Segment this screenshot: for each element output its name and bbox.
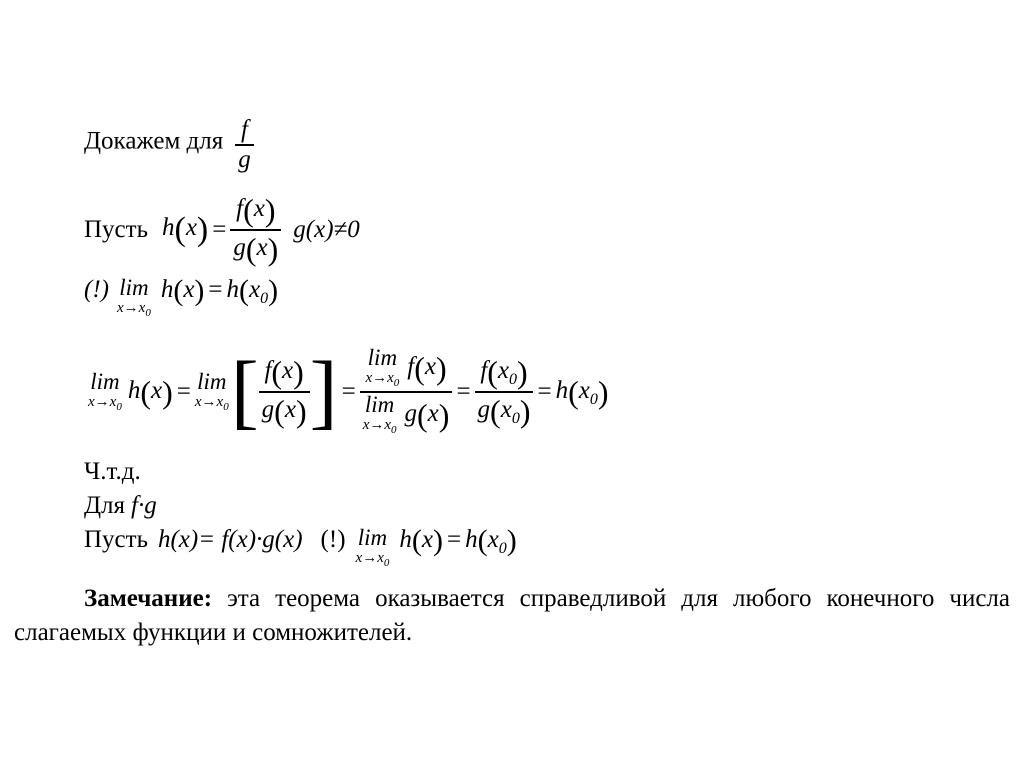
paren-left: ( xyxy=(174,210,186,248)
frac-numerator xyxy=(261,354,306,391)
frac-denominator: g xyxy=(238,145,251,173)
product-definition: h(x)= f(x)·g(x) xyxy=(157,526,303,553)
paren-right: ) xyxy=(196,210,209,248)
paren-right: ) xyxy=(517,354,528,391)
paren-right: ) xyxy=(295,392,307,429)
paren-left: ( xyxy=(414,350,425,387)
paren-left: ( xyxy=(274,392,285,429)
frac-numerator: f xyxy=(241,116,248,143)
prove-for-text: Докажем для xyxy=(84,127,224,155)
paren-left: ( xyxy=(490,392,501,429)
x-symbol: x xyxy=(427,399,439,427)
x-symbol: x xyxy=(497,357,510,385)
lim-subscript xyxy=(365,370,399,391)
h-symbol: h xyxy=(465,526,478,553)
frac-denominator xyxy=(230,231,281,268)
remark-label: Замечание: xyxy=(84,585,213,612)
qed-text: Ч.т.д. xyxy=(84,458,141,485)
h-of-x xyxy=(161,210,209,248)
paren-right: ) xyxy=(519,392,531,429)
zero-subscript: 0 xyxy=(509,371,518,389)
lim-subscript xyxy=(195,394,229,415)
zero-subscript: 0 xyxy=(391,423,397,436)
lim-under-text: x→x xyxy=(194,393,224,410)
paren-left: ( xyxy=(243,192,254,228)
f-symbol: f xyxy=(264,357,272,385)
equals-sign: = xyxy=(341,378,356,405)
f-of-x xyxy=(407,350,446,387)
product-expr: f·g xyxy=(131,492,157,519)
zero-subscript: 0 xyxy=(383,557,390,569)
h-of-x0 xyxy=(226,274,279,308)
h-of-x xyxy=(128,374,173,411)
equals-sign: = xyxy=(208,276,223,303)
x-symbol: x xyxy=(421,526,433,553)
frac-denominator xyxy=(475,393,534,430)
paren-left: ( xyxy=(487,354,498,391)
x-symbol: x xyxy=(284,395,296,423)
zero-subscript: 0 xyxy=(511,409,520,427)
limit-operator xyxy=(117,276,151,321)
lim-word: lim xyxy=(90,368,120,394)
paren-left: ( xyxy=(271,354,283,391)
exclamation-mark: (!) xyxy=(84,276,109,303)
remark-text: эта теорема оказывается справедливой для любого конечного числа слагаемых функции и сомножителей. xyxy=(14,585,1010,646)
x-symbol: x xyxy=(185,214,197,242)
condition-gx-nonzero: g(x)≠0 xyxy=(293,215,360,243)
zero-subscript: 0 xyxy=(589,390,598,408)
paren-right: ) xyxy=(267,230,279,267)
x-symbol: x xyxy=(500,395,512,423)
g-symbol: g xyxy=(477,395,491,423)
paren-right: ) xyxy=(268,274,279,308)
x-symbol: x xyxy=(282,357,294,385)
zero-subscript: 0 xyxy=(145,307,151,319)
paren-left: ( xyxy=(140,373,151,410)
lim-under-text: x→x xyxy=(116,300,146,316)
h-symbol: h xyxy=(161,214,175,242)
fraction-f-over-g xyxy=(235,116,254,174)
h-of-x0 xyxy=(556,374,609,411)
lim-word: lim xyxy=(119,275,149,300)
let-text: Пусть xyxy=(84,215,148,243)
lim-subscript xyxy=(356,550,390,571)
line-let-product xyxy=(84,526,517,571)
lim-subscript xyxy=(363,417,397,438)
frac-numerator xyxy=(233,192,278,229)
x-symbol: x xyxy=(578,376,590,404)
lim-under-text: x→x xyxy=(355,550,384,566)
f-symbol: f xyxy=(480,357,488,385)
zero-subscript: 0 xyxy=(393,377,400,390)
exclamation-mark: (!) xyxy=(320,526,346,553)
paren-right: ) xyxy=(597,373,609,410)
remark-paragraph xyxy=(14,582,1010,650)
fraction-fx0-over-gx0 xyxy=(475,354,534,430)
equals-sign: = xyxy=(212,215,227,243)
line-derivation xyxy=(88,342,609,442)
h-of-x0 xyxy=(465,524,517,558)
g-symbol: g xyxy=(233,233,246,261)
h-of-x xyxy=(160,274,205,308)
paren-right: ) xyxy=(506,524,517,558)
line-let-h xyxy=(84,192,360,268)
limit-operator xyxy=(195,370,229,415)
limit-operator xyxy=(363,393,397,438)
x-symbol: x xyxy=(487,526,499,553)
lim-subscript xyxy=(88,394,122,415)
let-text: Пусть xyxy=(84,526,148,553)
x-symbol: x xyxy=(256,233,268,261)
lim-under-text: x→x xyxy=(365,370,394,387)
equals-sign: = xyxy=(176,378,191,405)
limit-operator xyxy=(88,370,122,415)
line-prove-quotient xyxy=(84,116,254,174)
paren-right: ) xyxy=(162,373,173,410)
x-symbol: x xyxy=(253,195,265,223)
line-assumption-h xyxy=(84,276,278,321)
x-symbol: x xyxy=(424,353,436,381)
fraction-fx-over-gx xyxy=(259,354,310,430)
x-symbol: x xyxy=(183,276,195,303)
paren-left: ( xyxy=(568,373,579,410)
paren-left: ( xyxy=(417,396,428,433)
zero-subscript: 0 xyxy=(116,400,122,413)
h-symbol: h xyxy=(226,276,240,303)
paren-left: ( xyxy=(239,274,250,308)
g-symbol: g xyxy=(404,399,418,427)
paren-right: ) xyxy=(293,354,304,391)
lim-under-text: x→x xyxy=(88,393,117,410)
bracket-right: ] xyxy=(309,345,338,438)
frac-numerator xyxy=(362,346,449,391)
lim-word: lim xyxy=(197,368,227,394)
h-of-x xyxy=(399,524,443,558)
frac-numerator xyxy=(477,354,530,391)
f-symbol: f xyxy=(236,195,244,223)
line-for-product xyxy=(84,492,157,520)
zero-subscript: 0 xyxy=(498,540,507,557)
f-symbol: f xyxy=(407,353,415,381)
h-symbol: h xyxy=(127,376,141,404)
paren-left: ( xyxy=(173,274,184,308)
paren-left: ( xyxy=(477,524,488,558)
equals-sign: = xyxy=(456,378,471,405)
x-symbol: x xyxy=(150,376,163,404)
frac-denominator xyxy=(360,393,453,438)
equals-sign: = xyxy=(446,526,462,553)
paren-left: ( xyxy=(411,524,422,558)
g-symbol: g xyxy=(261,395,275,423)
frac-denominator xyxy=(259,393,310,430)
paren-right: ) xyxy=(436,350,447,387)
h-symbol: h xyxy=(399,526,412,553)
x-symbol: x xyxy=(249,276,261,303)
equals-sign: = xyxy=(537,378,552,405)
paren-right: ) xyxy=(432,524,443,558)
paren-left: ( xyxy=(245,230,257,267)
fraction-lim-f-over-lim-g xyxy=(360,346,453,438)
lim-word: lim xyxy=(357,525,388,550)
limit-operator xyxy=(365,346,399,391)
zero-subscript: 0 xyxy=(223,400,229,413)
paren-right: ) xyxy=(438,396,450,433)
for-text: Для xyxy=(84,492,126,519)
zero-subscript: 0 xyxy=(260,290,269,307)
h-symbol: h xyxy=(160,276,174,303)
lim-subscript xyxy=(117,300,151,321)
lim-word: lim xyxy=(364,391,395,417)
paren-right: ) xyxy=(264,192,276,228)
fraction-fx-over-gx xyxy=(230,192,281,268)
limit-operator xyxy=(356,526,390,571)
g-of-x xyxy=(405,397,450,434)
lim-word: lim xyxy=(367,345,398,371)
lim-under-text: x→x xyxy=(362,416,392,433)
paren-right: ) xyxy=(194,274,205,308)
bracket-left: [ xyxy=(230,345,259,438)
h-symbol: h xyxy=(555,376,569,404)
